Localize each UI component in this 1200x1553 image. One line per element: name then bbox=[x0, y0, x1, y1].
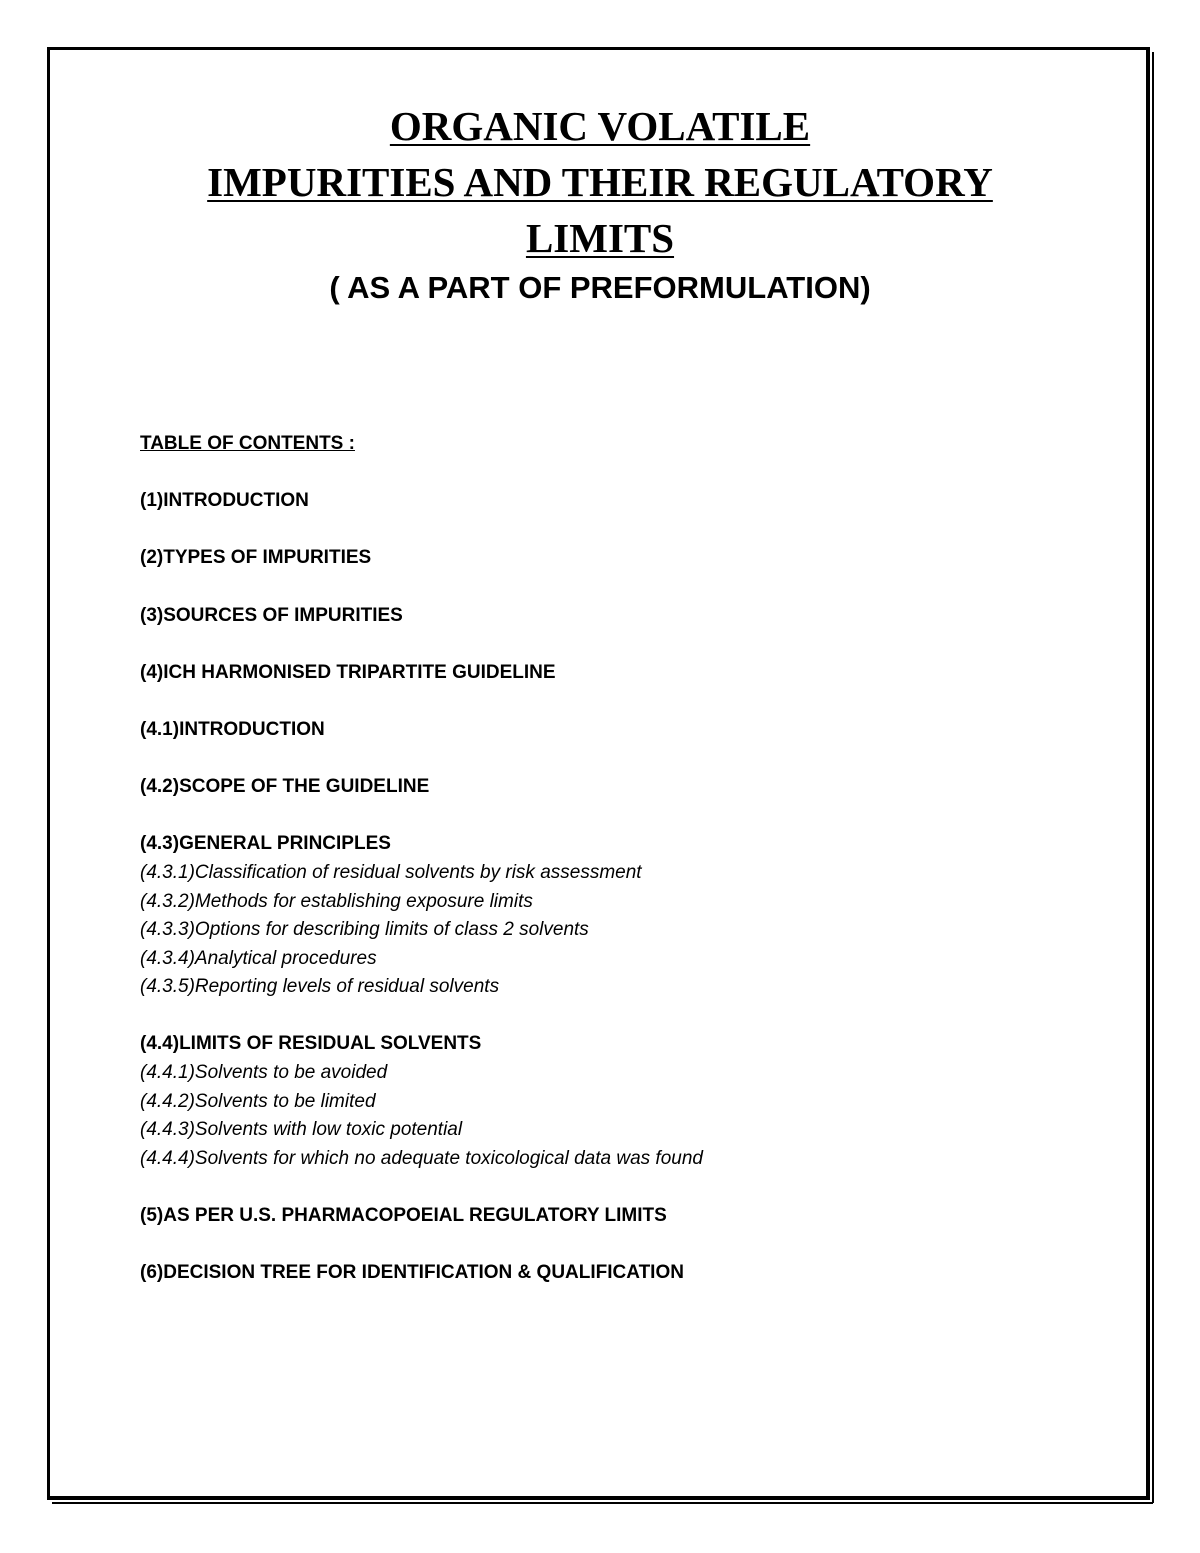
toc-item-introduction: (1)INTRODUCTION bbox=[140, 490, 309, 512]
toc-subitem-4-3-5: (4.3.5)Reporting levels of residual solvents bbox=[140, 976, 500, 998]
toc-subitem-4-3-1: (4.3.1)Classification of residual solvents by risk assessment bbox=[140, 861, 642, 883]
toc-subitem-4-4-2: (4.4.2)Solvents to be limited bbox=[140, 1090, 376, 1112]
toc-item-4-1-introduction: (4.1)INTRODUCTION bbox=[140, 718, 325, 740]
toc-item-sources-of-impurities: (3)SOURCES OF IMPURITIES bbox=[140, 604, 403, 626]
toc-subitem-4-4-3: (4.4.3)Solvents with low toxic potential bbox=[140, 1119, 463, 1141]
title-line-1: ORGANIC VOLATILE bbox=[389, 103, 811, 149]
toc-subitem-4-3-3: (4.3.3)Options for describing limits of class 2 solvents bbox=[140, 919, 589, 941]
toc-heading: TABLE OF CONTENTS : bbox=[140, 433, 355, 454]
title-line-3: LIMITS bbox=[525, 215, 675, 261]
toc-item-4-4-limits: (4.4)LIMITS OF RESIDUAL SOLVENTS bbox=[140, 1033, 482, 1055]
toc-subitem-4-3-2: (4.3.2)Methods for establishing exposure limits bbox=[140, 890, 533, 912]
toc-subitem-4-4-1: (4.4.1)Solvents to be avoided bbox=[140, 1062, 388, 1084]
toc-item-4-3-general-principles: (4.3)GENERAL PRINCIPLES bbox=[140, 833, 391, 855]
subtitle: ( AS A PART OF PREFORMULATION) bbox=[329, 270, 871, 305]
toc-item-usp-limits: (5)AS PER U.S. PHARMACOPOEIAL REGULATORY LIMITS bbox=[140, 1205, 667, 1227]
toc-item-ich-guideline: (4)ICH HARMONISED TRIPARTITE GUIDELINE bbox=[140, 661, 556, 683]
toc-subitem-4-4-4: (4.4.4)Solvents for which no adequate toxicological data was found bbox=[140, 1147, 703, 1169]
toc-item-types-of-impurities: (2)TYPES OF IMPURITIES bbox=[140, 547, 372, 569]
toc-item-decision-tree: (6)DECISION TREE FOR IDENTIFICATION & QUALIFICATION bbox=[140, 1262, 684, 1284]
toc-item-4-2-scope: (4.2)SCOPE OF THE GUIDELINE bbox=[140, 776, 430, 798]
table-of-contents bbox=[140, 430, 703, 1288]
toc-subitem-4-3-4: (4.3.4)Analytical procedures bbox=[140, 947, 377, 969]
title-line-2: IMPURITIES AND THEIR REGULATORY bbox=[207, 159, 993, 205]
